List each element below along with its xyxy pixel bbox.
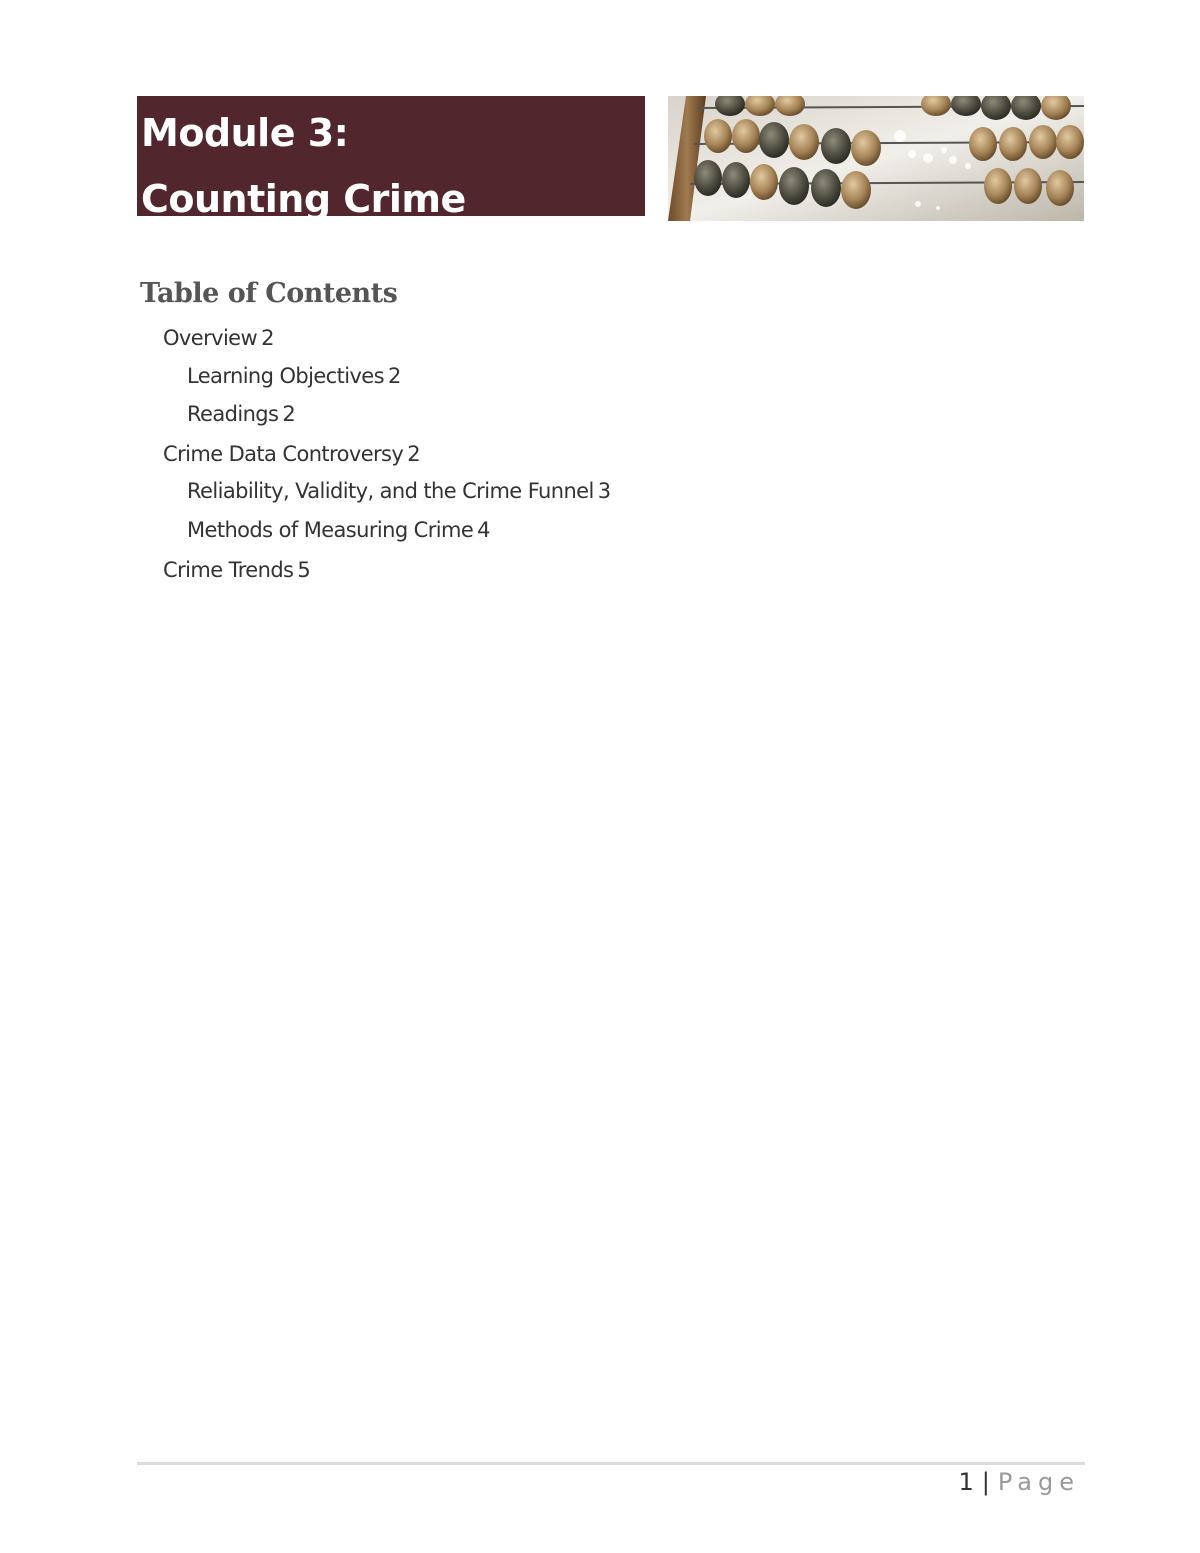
- toc-entry-label: Crime Trends: [163, 558, 294, 582]
- toc-entry-label: Learning Objectives: [187, 364, 384, 388]
- toc-entry-page: 4: [477, 518, 490, 542]
- footer-separator: |: [981, 1468, 990, 1496]
- module-title: Module 3:: [141, 111, 349, 155]
- toc-entry-page: 2: [261, 326, 274, 350]
- toc-entry-label: Overview: [163, 326, 258, 350]
- toc-entry-label: Methods of Measuring Crime: [187, 518, 474, 542]
- toc-heading: Table of Contents: [140, 278, 398, 309]
- footer-divider: [137, 1462, 1085, 1465]
- toc-entry-label: Crime Data Controversy: [163, 442, 404, 466]
- toc-entry-page: 3: [597, 479, 611, 503]
- toc-entry-page: 2: [407, 442, 420, 466]
- toc-entry-page: 2: [282, 402, 296, 426]
- toc-entry-label: Readings: [187, 402, 279, 426]
- title-banner: [137, 96, 645, 221]
- abacus-image: [668, 96, 1084, 221]
- toc-entry-page: 2: [387, 364, 401, 388]
- module-subtitle: Counting Crime: [141, 177, 466, 221]
- toc-entry-page: 5: [297, 558, 311, 582]
- page-number: 1: [958, 1468, 974, 1496]
- page-footer: [959, 1468, 1080, 1496]
- page-label: Page: [997, 1468, 1080, 1496]
- toc-entry-label: Reliability, Validity, and the Crime Funnel: [187, 479, 594, 503]
